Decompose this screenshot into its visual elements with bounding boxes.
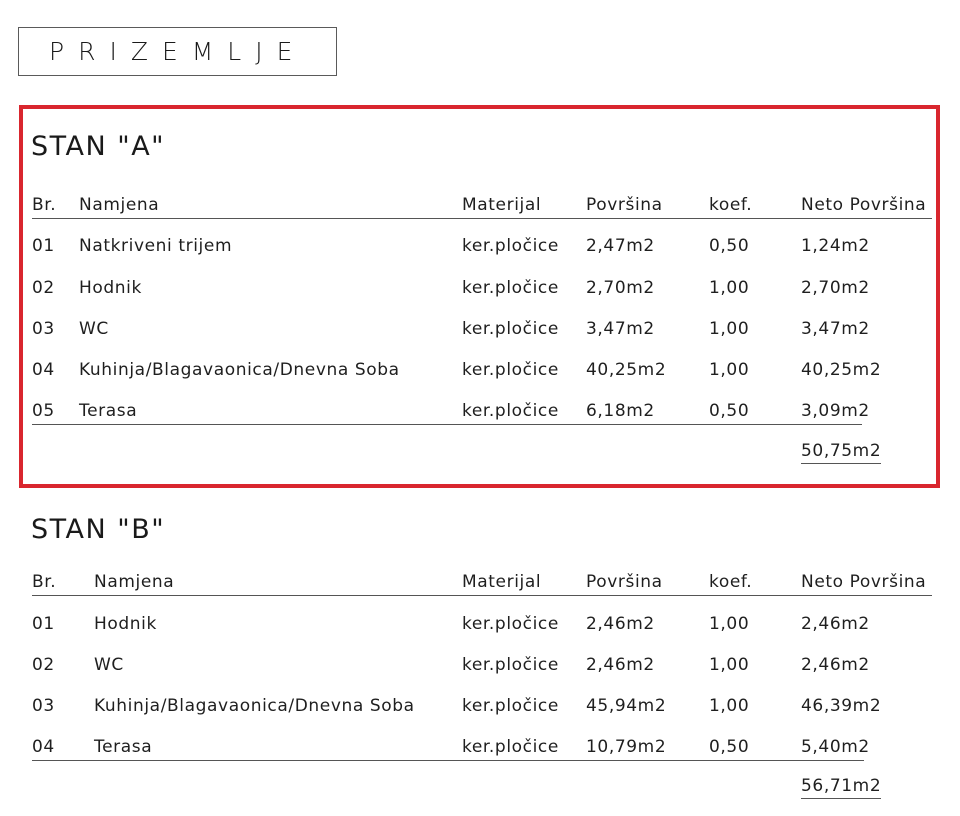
row-povrsina: 40,25m2 (586, 360, 667, 380)
stan-b-total: 56,71m2 (801, 776, 881, 799)
row-materijal: ker.pločice (462, 401, 559, 421)
row-koef: 1,00 (709, 278, 750, 298)
col-koef: koef. (709, 195, 753, 215)
col-materijal: Materijal (462, 572, 542, 592)
stan-b-header-rule (32, 595, 932, 596)
row-namjena: Kuhinja/Blagavaonica/Dnevna Soba (94, 696, 415, 716)
floor-title-box (18, 27, 337, 76)
stan-a-footer-rule (32, 424, 862, 425)
row-neto: 5,40m2 (801, 737, 870, 757)
row-povrsina: 45,94m2 (586, 696, 667, 716)
row-koef: 0,50 (709, 236, 750, 256)
row-namjena: Natkriveni trijem (79, 236, 233, 256)
row-povrsina: 2,47m2 (586, 236, 655, 256)
row-povrsina: 2,70m2 (586, 278, 655, 298)
row-koef: 0,50 (709, 737, 750, 757)
row-br: 01 (32, 236, 55, 256)
row-koef: 1,00 (709, 614, 750, 634)
stan-a-total: 50,75m2 (801, 441, 881, 464)
row-br: 01 (32, 614, 55, 634)
col-povrsina: Površina (586, 195, 663, 215)
row-br: 03 (32, 319, 55, 339)
row-materijal: ker.pločice (462, 278, 559, 298)
row-koef: 1,00 (709, 655, 750, 675)
stan-a-title: STAN "A" (31, 131, 166, 162)
row-namjena: WC (79, 319, 109, 339)
row-neto: 2,46m2 (801, 614, 870, 634)
row-koef: 1,00 (709, 696, 750, 716)
stan-a-header-rule (32, 218, 932, 219)
row-materijal: ker.pločice (462, 696, 559, 716)
row-koef: 1,00 (709, 360, 750, 380)
row-materijal: ker.pločice (462, 360, 559, 380)
row-neto: 1,24m2 (801, 236, 870, 256)
col-neto-povrsina: Neto Površina (801, 195, 927, 215)
row-materijal: ker.pločice (462, 655, 559, 675)
row-neto: 3,47m2 (801, 319, 870, 339)
row-materijal: ker.pločice (462, 319, 559, 339)
row-br: 04 (32, 737, 55, 757)
row-povrsina: 6,18m2 (586, 401, 655, 421)
row-br: 03 (32, 696, 55, 716)
row-neto: 3,09m2 (801, 401, 870, 421)
row-br: 02 (32, 278, 55, 298)
floor-title: PRIZEMLJE (49, 37, 307, 66)
row-neto: 46,39m2 (801, 696, 882, 716)
row-materijal: ker.pločice (462, 614, 559, 634)
row-neto: 40,25m2 (801, 360, 882, 380)
row-materijal: ker.pločice (462, 737, 559, 757)
row-koef: 0,50 (709, 401, 750, 421)
row-namjena: WC (94, 655, 124, 675)
row-namjena: Terasa (94, 737, 153, 757)
col-namjena: Namjena (79, 195, 160, 215)
row-neto: 2,70m2 (801, 278, 870, 298)
stan-b-title: STAN "B" (31, 514, 166, 545)
col-koef: koef. (709, 572, 753, 592)
row-namjena: Hodnik (79, 278, 142, 298)
row-povrsina: 2,46m2 (586, 655, 655, 675)
stan-b-footer-rule (32, 760, 864, 761)
row-br: 05 (32, 401, 55, 421)
row-povrsina: 3,47m2 (586, 319, 655, 339)
row-namjena: Terasa (79, 401, 138, 421)
row-br: 02 (32, 655, 55, 675)
col-namjena: Namjena (94, 572, 175, 592)
col-materijal: Materijal (462, 195, 542, 215)
row-materijal: ker.pločice (462, 236, 559, 256)
row-povrsina: 10,79m2 (586, 737, 667, 757)
col-br: Br. (32, 572, 57, 592)
row-koef: 1,00 (709, 319, 750, 339)
col-povrsina: Površina (586, 572, 663, 592)
row-namjena: Kuhinja/Blagavaonica/Dnevna Soba (79, 360, 400, 380)
col-neto-povrsina: Neto Površina (801, 572, 927, 592)
row-povrsina: 2,46m2 (586, 614, 655, 634)
row-br: 04 (32, 360, 55, 380)
col-br: Br. (32, 195, 57, 215)
row-neto: 2,46m2 (801, 655, 870, 675)
row-namjena: Hodnik (94, 614, 157, 634)
